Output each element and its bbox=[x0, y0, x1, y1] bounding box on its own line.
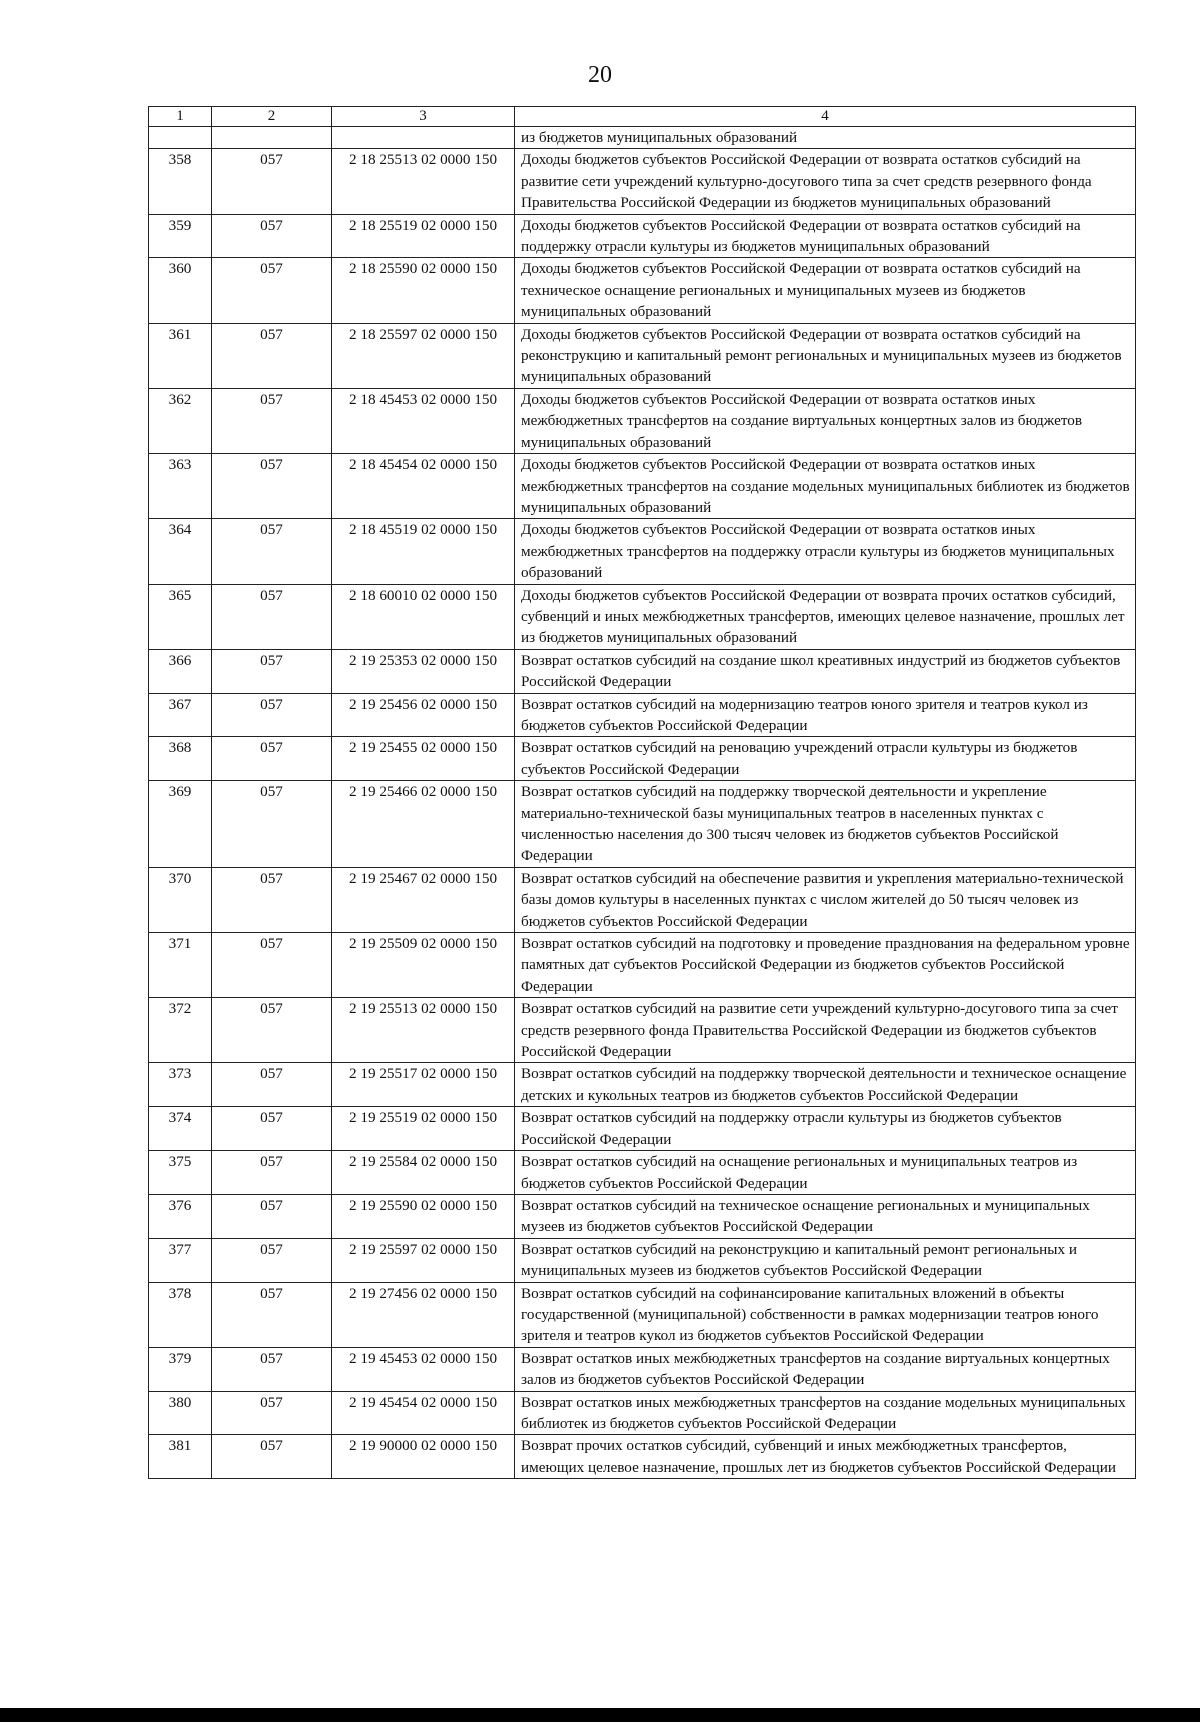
income-description-cell: Возврат остатков субсидий на модернизацию театров юного зрителя и театров кукол из бюджетов субъектов Российской Федерации bbox=[515, 693, 1136, 737]
row-number-cell: 365 bbox=[149, 584, 212, 649]
budget-classification-code-cell: 2 18 45519 02 0000 150 bbox=[332, 519, 515, 584]
page-number: 20 bbox=[588, 62, 612, 88]
table-row bbox=[149, 149, 1136, 214]
budget-classification-code-cell: 2 18 25519 02 0000 150 bbox=[332, 214, 515, 258]
table-row bbox=[149, 1238, 1136, 1282]
income-description-cell: Доходы бюджетов субъектов Российской Федерации от возврата остатков иных межбюджетных трансфертов на поддержку отрасли культуры из бюджетов муниципальных образований bbox=[515, 519, 1136, 584]
income-description-cell: Доходы бюджетов субъектов Российской Федерации от возврата остатков иных межбюджетных трансфертов на создание модельных муниципальных библиотек из бюджетов муниципальных образований bbox=[515, 454, 1136, 519]
admin-code-cell: 057 bbox=[212, 867, 332, 932]
table-row bbox=[149, 454, 1136, 519]
admin-code-cell: 057 bbox=[212, 388, 332, 453]
row-number-cell: 380 bbox=[149, 1391, 212, 1435]
admin-code-cell: 057 bbox=[212, 933, 332, 998]
scan-bottom-edge bbox=[0, 1708, 1200, 1722]
budget-classification-code-cell: 2 18 45454 02 0000 150 bbox=[332, 454, 515, 519]
table-row bbox=[149, 519, 1136, 584]
admin-code-cell: 057 bbox=[212, 519, 332, 584]
table-row bbox=[149, 781, 1136, 868]
budget-classification-code-cell: 2 19 25466 02 0000 150 bbox=[332, 781, 515, 868]
budget-classification-code-cell: 2 19 25455 02 0000 150 bbox=[332, 737, 515, 781]
row-number-cell: 373 bbox=[149, 1063, 212, 1107]
continuation-text: из бюджетов муниципальных образований bbox=[515, 127, 1136, 149]
row-number-cell: 369 bbox=[149, 781, 212, 868]
admin-code-cell: 057 bbox=[212, 1107, 332, 1151]
row-number-cell: 363 bbox=[149, 454, 212, 519]
admin-code-cell: 057 bbox=[212, 323, 332, 388]
budget-classification-code-cell: 2 18 25513 02 0000 150 bbox=[332, 149, 515, 214]
table-header bbox=[149, 107, 1136, 127]
table-row bbox=[149, 388, 1136, 453]
income-description-cell: Возврат остатков субсидий на развитие сети учреждений культурно-досугового типа за счет средств резервного фонда Правительства Российской Федерации из бюджетов субъектов Российской Федерации bbox=[515, 998, 1136, 1063]
continuation-cell-1 bbox=[149, 127, 212, 149]
table-row bbox=[149, 1194, 1136, 1238]
row-number-cell: 377 bbox=[149, 1238, 212, 1282]
table-row bbox=[149, 649, 1136, 693]
row-number-cell: 359 bbox=[149, 214, 212, 258]
admin-code-cell: 057 bbox=[212, 1282, 332, 1347]
table-row bbox=[149, 693, 1136, 737]
income-description-cell: Доходы бюджетов субъектов Российской Федерации от возврата остатков иных межбюджетных трансфертов на создание виртуальных концертных залов из бюджетов муниципальных образований bbox=[515, 388, 1136, 453]
row-number-cell: 370 bbox=[149, 867, 212, 932]
budget-classification-code-cell: 2 18 25590 02 0000 150 bbox=[332, 258, 515, 323]
budget-classification-code-cell: 2 19 45454 02 0000 150 bbox=[332, 1391, 515, 1435]
budget-classification-code-cell: 2 19 25590 02 0000 150 bbox=[332, 1194, 515, 1238]
admin-code-cell: 057 bbox=[212, 1435, 332, 1479]
admin-code-cell: 057 bbox=[212, 214, 332, 258]
budget-classification-code-cell: 2 18 45453 02 0000 150 bbox=[332, 388, 515, 453]
table-row bbox=[149, 1391, 1136, 1435]
table-row bbox=[149, 258, 1136, 323]
income-description-cell: Возврат остатков субсидий на техническое оснащение региональных и муниципальных музеев из бюджетов субъектов Российской Федерации bbox=[515, 1194, 1136, 1238]
income-description-cell: Возврат остатков иных межбюджетных трансфертов на создание модельных муниципальных библиотек из бюджетов субъектов Российской Федерации bbox=[515, 1391, 1136, 1435]
income-description-cell: Возврат остатков субсидий на поддержку отрасли культуры из бюджетов субъектов Российской Федерации bbox=[515, 1107, 1136, 1151]
continuation-row bbox=[149, 127, 1136, 149]
table-body bbox=[149, 127, 1136, 1479]
income-description-cell: Возврат остатков субсидий на софинансирование капитальных вложений в объекты государственной (муниципальной) собственности в рамках модернизации театров юного зрителя и театров кукол из бюджетов субъектов Российской Федерации bbox=[515, 1282, 1136, 1347]
admin-code-cell: 057 bbox=[212, 781, 332, 868]
column-header-2: 2 bbox=[212, 107, 332, 127]
table-row bbox=[149, 1282, 1136, 1347]
budget-classification-code-cell: 2 19 25509 02 0000 150 bbox=[332, 933, 515, 998]
admin-code-cell: 057 bbox=[212, 693, 332, 737]
budget-classification-code-cell: 2 19 25584 02 0000 150 bbox=[332, 1151, 515, 1195]
row-number-cell: 366 bbox=[149, 649, 212, 693]
admin-code-cell: 057 bbox=[212, 454, 332, 519]
admin-code-cell: 057 bbox=[212, 1194, 332, 1238]
table-row bbox=[149, 737, 1136, 781]
table-row bbox=[149, 1151, 1136, 1195]
income-description-cell: Возврат остатков субсидий на поддержку творческой деятельности и техническое оснащение детских и кукольных театров из бюджетов субъектов Российской Федерации bbox=[515, 1063, 1136, 1107]
budget-classification-code-cell: 2 19 45453 02 0000 150 bbox=[332, 1347, 515, 1391]
budget-classification-code-cell: 2 19 25467 02 0000 150 bbox=[332, 867, 515, 932]
budget-classification-code-cell: 2 19 25517 02 0000 150 bbox=[332, 1063, 515, 1107]
budget-classification-code-cell: 2 19 25597 02 0000 150 bbox=[332, 1238, 515, 1282]
budget-classification-code-cell: 2 19 25513 02 0000 150 bbox=[332, 998, 515, 1063]
income-description-cell: Возврат остатков иных межбюджетных трансфертов на создание виртуальных концертных залов из бюджетов субъектов Российской Федерации bbox=[515, 1347, 1136, 1391]
income-description-cell: Возврат остатков субсидий на реновацию учреждений отрасли культуры из бюджетов субъектов Российской Федерации bbox=[515, 737, 1136, 781]
budget-classification-code-cell: 2 19 27456 02 0000 150 bbox=[332, 1282, 515, 1347]
row-number-cell: 361 bbox=[149, 323, 212, 388]
admin-code-cell: 057 bbox=[212, 737, 332, 781]
column-header-3: 3 bbox=[332, 107, 515, 127]
continuation-cell-3 bbox=[332, 127, 515, 149]
budget-classification-code-cell: 2 18 60010 02 0000 150 bbox=[332, 584, 515, 649]
row-number-cell: 364 bbox=[149, 519, 212, 584]
table-row bbox=[149, 1063, 1136, 1107]
header-row bbox=[149, 107, 1136, 127]
income-description-cell: Возврат остатков субсидий на оснащение региональных и муниципальных театров из бюджетов субъектов Российской Федерации bbox=[515, 1151, 1136, 1195]
table-row bbox=[149, 933, 1136, 998]
budget-classification-code-cell: 2 19 25519 02 0000 150 bbox=[332, 1107, 515, 1151]
budget-codes-table bbox=[148, 106, 1136, 1479]
column-header-1: 1 bbox=[149, 107, 212, 127]
budget-classification-code-cell: 2 19 25353 02 0000 150 bbox=[332, 649, 515, 693]
income-description-cell: Возврат остатков субсидий на реконструкцию и капитальный ремонт региональных и муниципальных музеев из бюджетов субъектов Российской Федерации bbox=[515, 1238, 1136, 1282]
admin-code-cell: 057 bbox=[212, 1347, 332, 1391]
row-number-cell: 362 bbox=[149, 388, 212, 453]
table-row bbox=[149, 584, 1136, 649]
column-header-4: 4 bbox=[515, 107, 1136, 127]
row-number-cell: 376 bbox=[149, 1194, 212, 1238]
table-row bbox=[149, 1107, 1136, 1151]
income-description-cell: Возврат остатков субсидий на подготовку и проведение празднования на федеральном уровне памятных дат субъектов Российской Федерации из бюджетов субъектов Российской Федерации bbox=[515, 933, 1136, 998]
row-number-cell: 375 bbox=[149, 1151, 212, 1195]
admin-code-cell: 057 bbox=[212, 1391, 332, 1435]
income-description-cell: Возврат остатков субсидий на создание школ креативных индустрий из бюджетов субъектов Российской Федерации bbox=[515, 649, 1136, 693]
table-row bbox=[149, 323, 1136, 388]
admin-code-cell: 057 bbox=[212, 1238, 332, 1282]
budget-classification-code-cell: 2 18 25597 02 0000 150 bbox=[332, 323, 515, 388]
income-description-cell: Доходы бюджетов субъектов Российской Федерации от возврата остатков субсидий на развитие сети учреждений культурно-досугового типа за счет средств резервного фонда Правительства Российской Федерации из бюджетов муниципальных образований bbox=[515, 149, 1136, 214]
row-number-cell: 372 bbox=[149, 998, 212, 1063]
admin-code-cell: 057 bbox=[212, 1063, 332, 1107]
admin-code-cell: 057 bbox=[212, 149, 332, 214]
income-description-cell: Возврат прочих остатков субсидий, субвенций и иных межбюджетных трансфертов, имеющих целевое назначение, прошлых лет из бюджетов субъектов Российской Федерации bbox=[515, 1435, 1136, 1479]
admin-code-cell: 057 bbox=[212, 998, 332, 1063]
table-row bbox=[149, 214, 1136, 258]
row-number-cell: 381 bbox=[149, 1435, 212, 1479]
row-number-cell: 368 bbox=[149, 737, 212, 781]
income-description-cell: Возврат остатков субсидий на поддержку творческой деятельности и укрепление материально-технической базы муниципальных театров в населенных пунктах с численностью населения до 300 тысяч человек из бюджетов субъектов Российской Федерации bbox=[515, 781, 1136, 868]
income-description-cell: Доходы бюджетов субъектов Российской Федерации от возврата остатков субсидий на реконструкцию и капитальный ремонт региональных и муниципальных музеев из бюджетов муниципальных образований bbox=[515, 323, 1136, 388]
table-row bbox=[149, 1435, 1136, 1479]
row-number-cell: 378 bbox=[149, 1282, 212, 1347]
table-row bbox=[149, 998, 1136, 1063]
admin-code-cell: 057 bbox=[212, 649, 332, 693]
row-number-cell: 360 bbox=[149, 258, 212, 323]
continuation-cell-2 bbox=[212, 127, 332, 149]
admin-code-cell: 057 bbox=[212, 584, 332, 649]
income-description-cell: Возврат остатков субсидий на обеспечение развития и укрепления материально-технической базы домов культуры в населенных пунктах с числом жителей до 50 тысяч человек из бюджетов субъектов Российской Федерации bbox=[515, 867, 1136, 932]
income-description-cell: Доходы бюджетов субъектов Российской Федерации от возврата остатков субсидий на техническое оснащение региональных и муниципальных музеев из бюджетов муниципальных образований bbox=[515, 258, 1136, 323]
income-description-cell: Доходы бюджетов субъектов Российской Федерации от возврата остатков субсидий на поддержку отрасли культуры из бюджетов муниципальных образований bbox=[515, 214, 1136, 258]
row-number-cell: 374 bbox=[149, 1107, 212, 1151]
row-number-cell: 367 bbox=[149, 693, 212, 737]
row-number-cell: 358 bbox=[149, 149, 212, 214]
income-description-cell: Доходы бюджетов субъектов Российской Федерации от возврата прочих остатков субсидий, субвенций и иных межбюджетных трансфертов, имеющих целевое назначение, прошлых лет из бюджетов муниципальных образований bbox=[515, 584, 1136, 649]
row-number-cell: 371 bbox=[149, 933, 212, 998]
admin-code-cell: 057 bbox=[212, 258, 332, 323]
row-number-cell: 379 bbox=[149, 1347, 212, 1391]
admin-code-cell: 057 bbox=[212, 1151, 332, 1195]
budget-classification-code-cell: 2 19 25456 02 0000 150 bbox=[332, 693, 515, 737]
budget-classification-code-cell: 2 19 90000 02 0000 150 bbox=[332, 1435, 515, 1479]
table-row bbox=[149, 1347, 1136, 1391]
table-row bbox=[149, 867, 1136, 932]
